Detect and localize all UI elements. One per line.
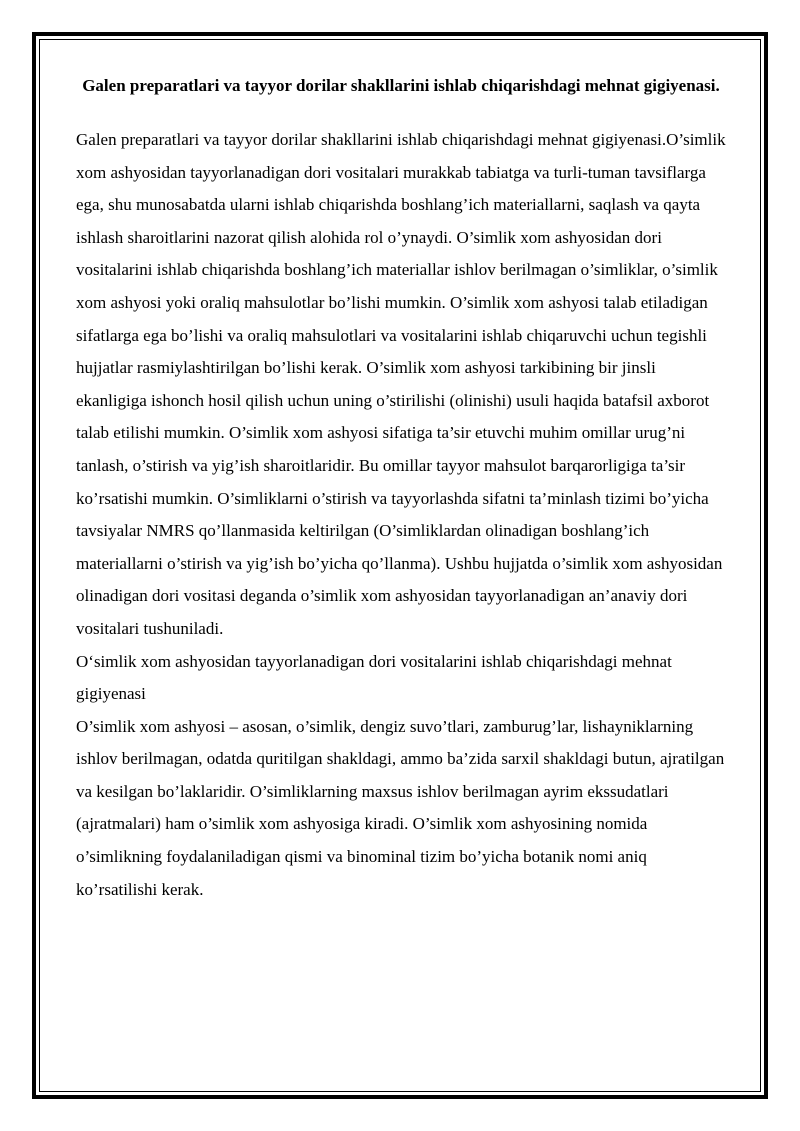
document-content: [76, 70, 726, 906]
paragraph-definition: O’simlik xom ashyosi – asosan, o’simlik, dengiz suvo’tlari, zamburug’lar, lishayniklarning ishlov berilmagan, odatda quritilgan shakldagi, ammo ba’zida sarxil shakldagi butun, ajratilgan va kesilgan bo’laklaridir. O’simliklarning maxsus ishlov berilmagan ayrim ekssudatlari (ajratmalari) ham o’simlik xom ashyosiga kiradi. O’simlik xom ashyosining nomida o’simlikning foydalaniladigan qismi va binominal tizim bo’yicha botanik nomi aniq ko’rsatilishi kerak.: [76, 716, 725, 899]
paragraph-intro: Galen preparatlari va tayyor dorilar shakllarini ishlab chiqarishdagi mehnat gigiyenasi.O’simlik xom ashyosidan tayyorlanadigan dori vositalari murakkab tabiatga va turli-tuman tavsiflarga ega, shu munosabatda ularni ishlab chiqarishda boshlang’ich materiallarni, saqlash va qayta ishlash sharoitlarini nazorat qilish alohida rol o’ynaydi. O’simlik xom ashyosidan dori vositalarini ishlab chiqarishda boshlang’ich materiallar ishlov berilmagan o’simliklar, o’simlik xom ashyosi yoki oraliq mahsulotlar bo’lishi mumkin. O’simlik xom ashyosi talab etiladigan sifatlarga ega bo’lishi va oraliq mahsulotlari va vositalarini ishlab chiqaruvchi uchun tegishli hujjatlar rasmiylashtirilgan bo’lishi kerak. O’simlik xom ashyosi tarkibining bir jinsli ekanligiga ishonch hosil qilish uchun uning o’stirilishi (olinishi) usuli haqida batafsil axborot talab etilishi mumkin. O’simlik xom ashyosi sifatiga ta’sir etuvchi muhim omillar urug’ni tanlash, o’stirish va yig’ish sharoitlaridir. Bu omillar tayyor mahsulot barqarorligiga ta’sir ko’rsatishi mumkin. O’simliklarni o’stirish va tayyorlashda sifatni ta’minlash tizimi bo’yicha tavsiyalar NMRS qo’llanmasida keltirilgan (O’simliklardan olinadigan boshlang’ich materiallarni o’stirish va yig’ish bo’yicha qo’llanma). Ushbu hujjatda o’simlik xom ashyosidan olinadigan dori vositasi deganda o’simlik xom ashyosidan tayyorlanadigan an’anaviy dori vositalari tushuniladi.: [76, 130, 726, 638]
document-title: Galen preparatlari va tayyor dorilar shakllarini ishlab chiqarishdagi mehnat gigiyenasi.: [82, 76, 720, 95]
document-body: [76, 124, 726, 906]
paragraph-subheading: O‘simlik xom ashyosidan tayyorlanadigan dori vositalarini ishlab chiqarishdagi mehnat gigiyenasi: [76, 651, 672, 704]
